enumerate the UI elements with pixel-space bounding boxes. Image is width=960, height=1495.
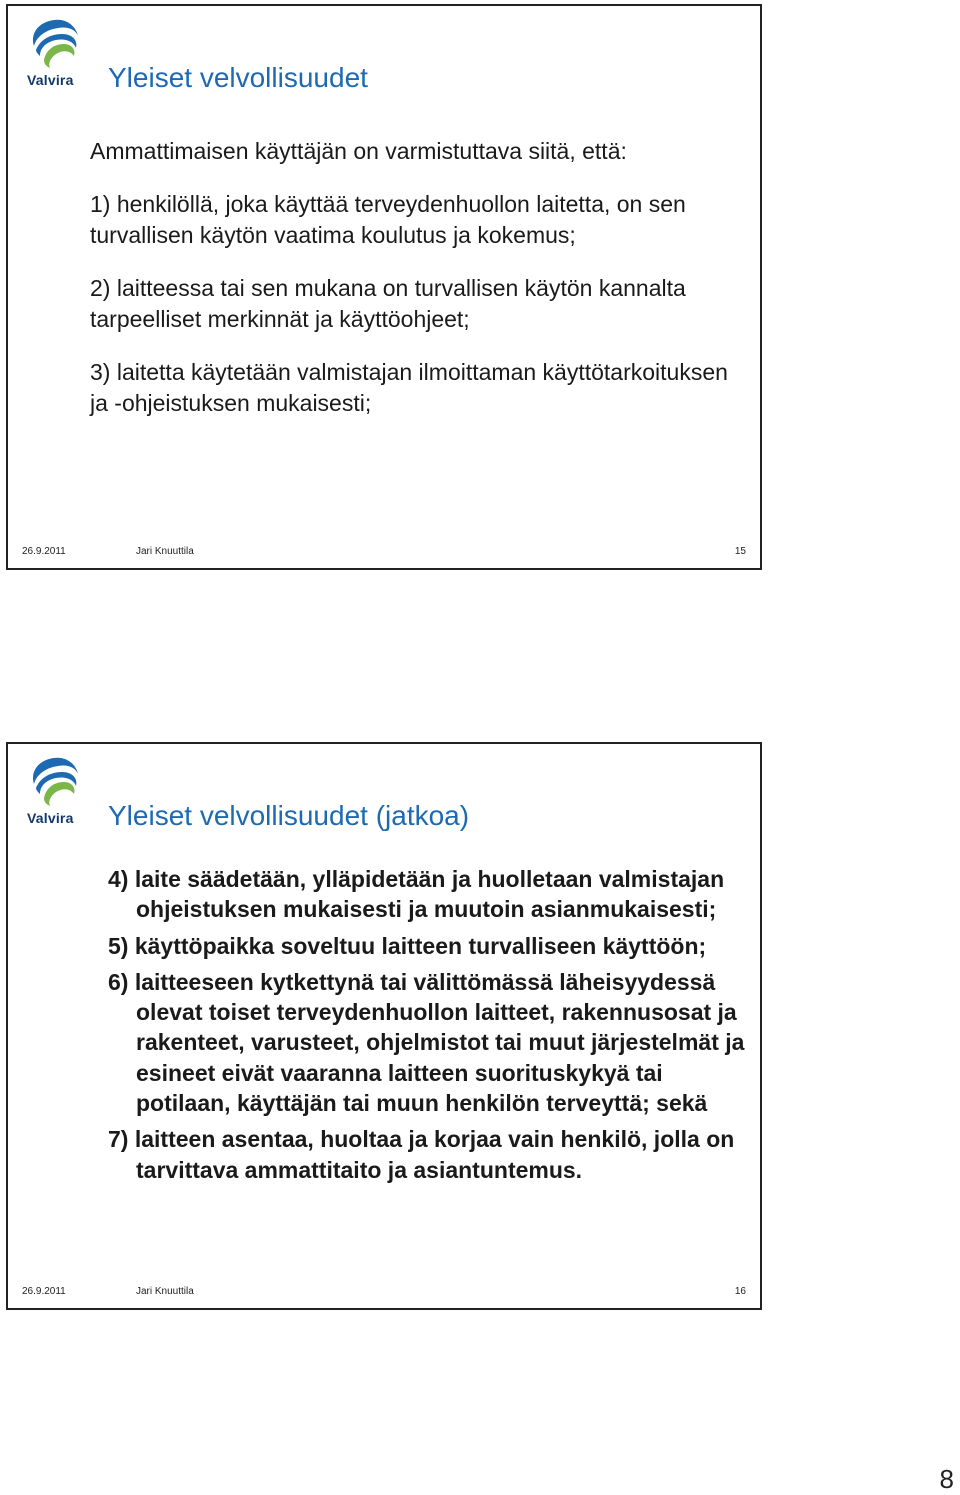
- valvira-logo: [24, 16, 84, 96]
- list-item: 5) käyttöpaikka soveltuu laitteen turvalliseen käyttöön;: [108, 932, 707, 959]
- logo-text: Valvira: [27, 810, 74, 826]
- page-number: 8: [939, 1464, 954, 1494]
- slide-number: 15: [734, 546, 746, 557]
- slide-number: 16: [734, 1286, 746, 1297]
- list-item: 4) laite säädetään, ylläpidetään ja huolletaan valmistajan ohjeistuksen mukaisesti ja muutoin asianmukaisesti;: [108, 866, 725, 923]
- valvira-logo-icon: [24, 754, 84, 810]
- slide-16: [6, 742, 762, 1310]
- body-paragraph: Ammattimaisen käyttäjän on varmistuttava siitä, että:: [90, 138, 627, 164]
- slide-body: [108, 864, 748, 1191]
- list-item: 7) laitteen asentaa, huoltaa ja korjaa vain henkilö, jolla on tarvittava ammattitaito ja asiantuntemus.: [108, 1126, 735, 1183]
- footer-author: Jari Knuuttila: [136, 546, 194, 557]
- footer-date: 26.9.2011: [22, 1286, 66, 1297]
- footer-date: 26.9.2011: [22, 546, 66, 557]
- list-item: 6) laitteeseen kytkettynä tai välittömässä läheisyydessä olevat toiset terveydenhuollon laitteet, rakennusosat ja rakenteet, varusteet, ohjelmistot tai muut järjestelmät ja esineet eivät vaaranna laitteen suorituskykyä tai potilaan, käyttäjän tai muun henkilön terveyttä; sekä: [108, 968, 745, 1117]
- body-paragraph: 3) laitetta käytetään valmistajan ilmoittaman käyttötarkoituksen ja -ohjeistuksen mukaisesti;: [90, 359, 728, 416]
- slide-footer: [22, 546, 746, 560]
- body-paragraph: 2) laitteessa tai sen mukana on turvallisen käytön kannalta tarpeelliset merkinnät ja käyttöohjeet;: [90, 275, 686, 332]
- valvira-logo-icon: [24, 16, 84, 72]
- valvira-logo: [24, 754, 84, 834]
- logo-text: Valvira: [27, 72, 74, 88]
- body-paragraph: 1) henkilöllä, joka käyttää terveydenhuollon laitetta, on sen turvallisen käytön vaatima koulutus ja kokemus;: [90, 191, 686, 248]
- slide-title: Yleiset velvollisuudet (jatkoa): [108, 800, 470, 831]
- slide-15: [6, 4, 762, 570]
- footer-author: Jari Knuuttila: [136, 1286, 194, 1297]
- slide-title: Yleiset velvollisuudet: [108, 62, 368, 93]
- slide-body: [90, 136, 730, 441]
- slide-footer: [22, 1286, 746, 1300]
